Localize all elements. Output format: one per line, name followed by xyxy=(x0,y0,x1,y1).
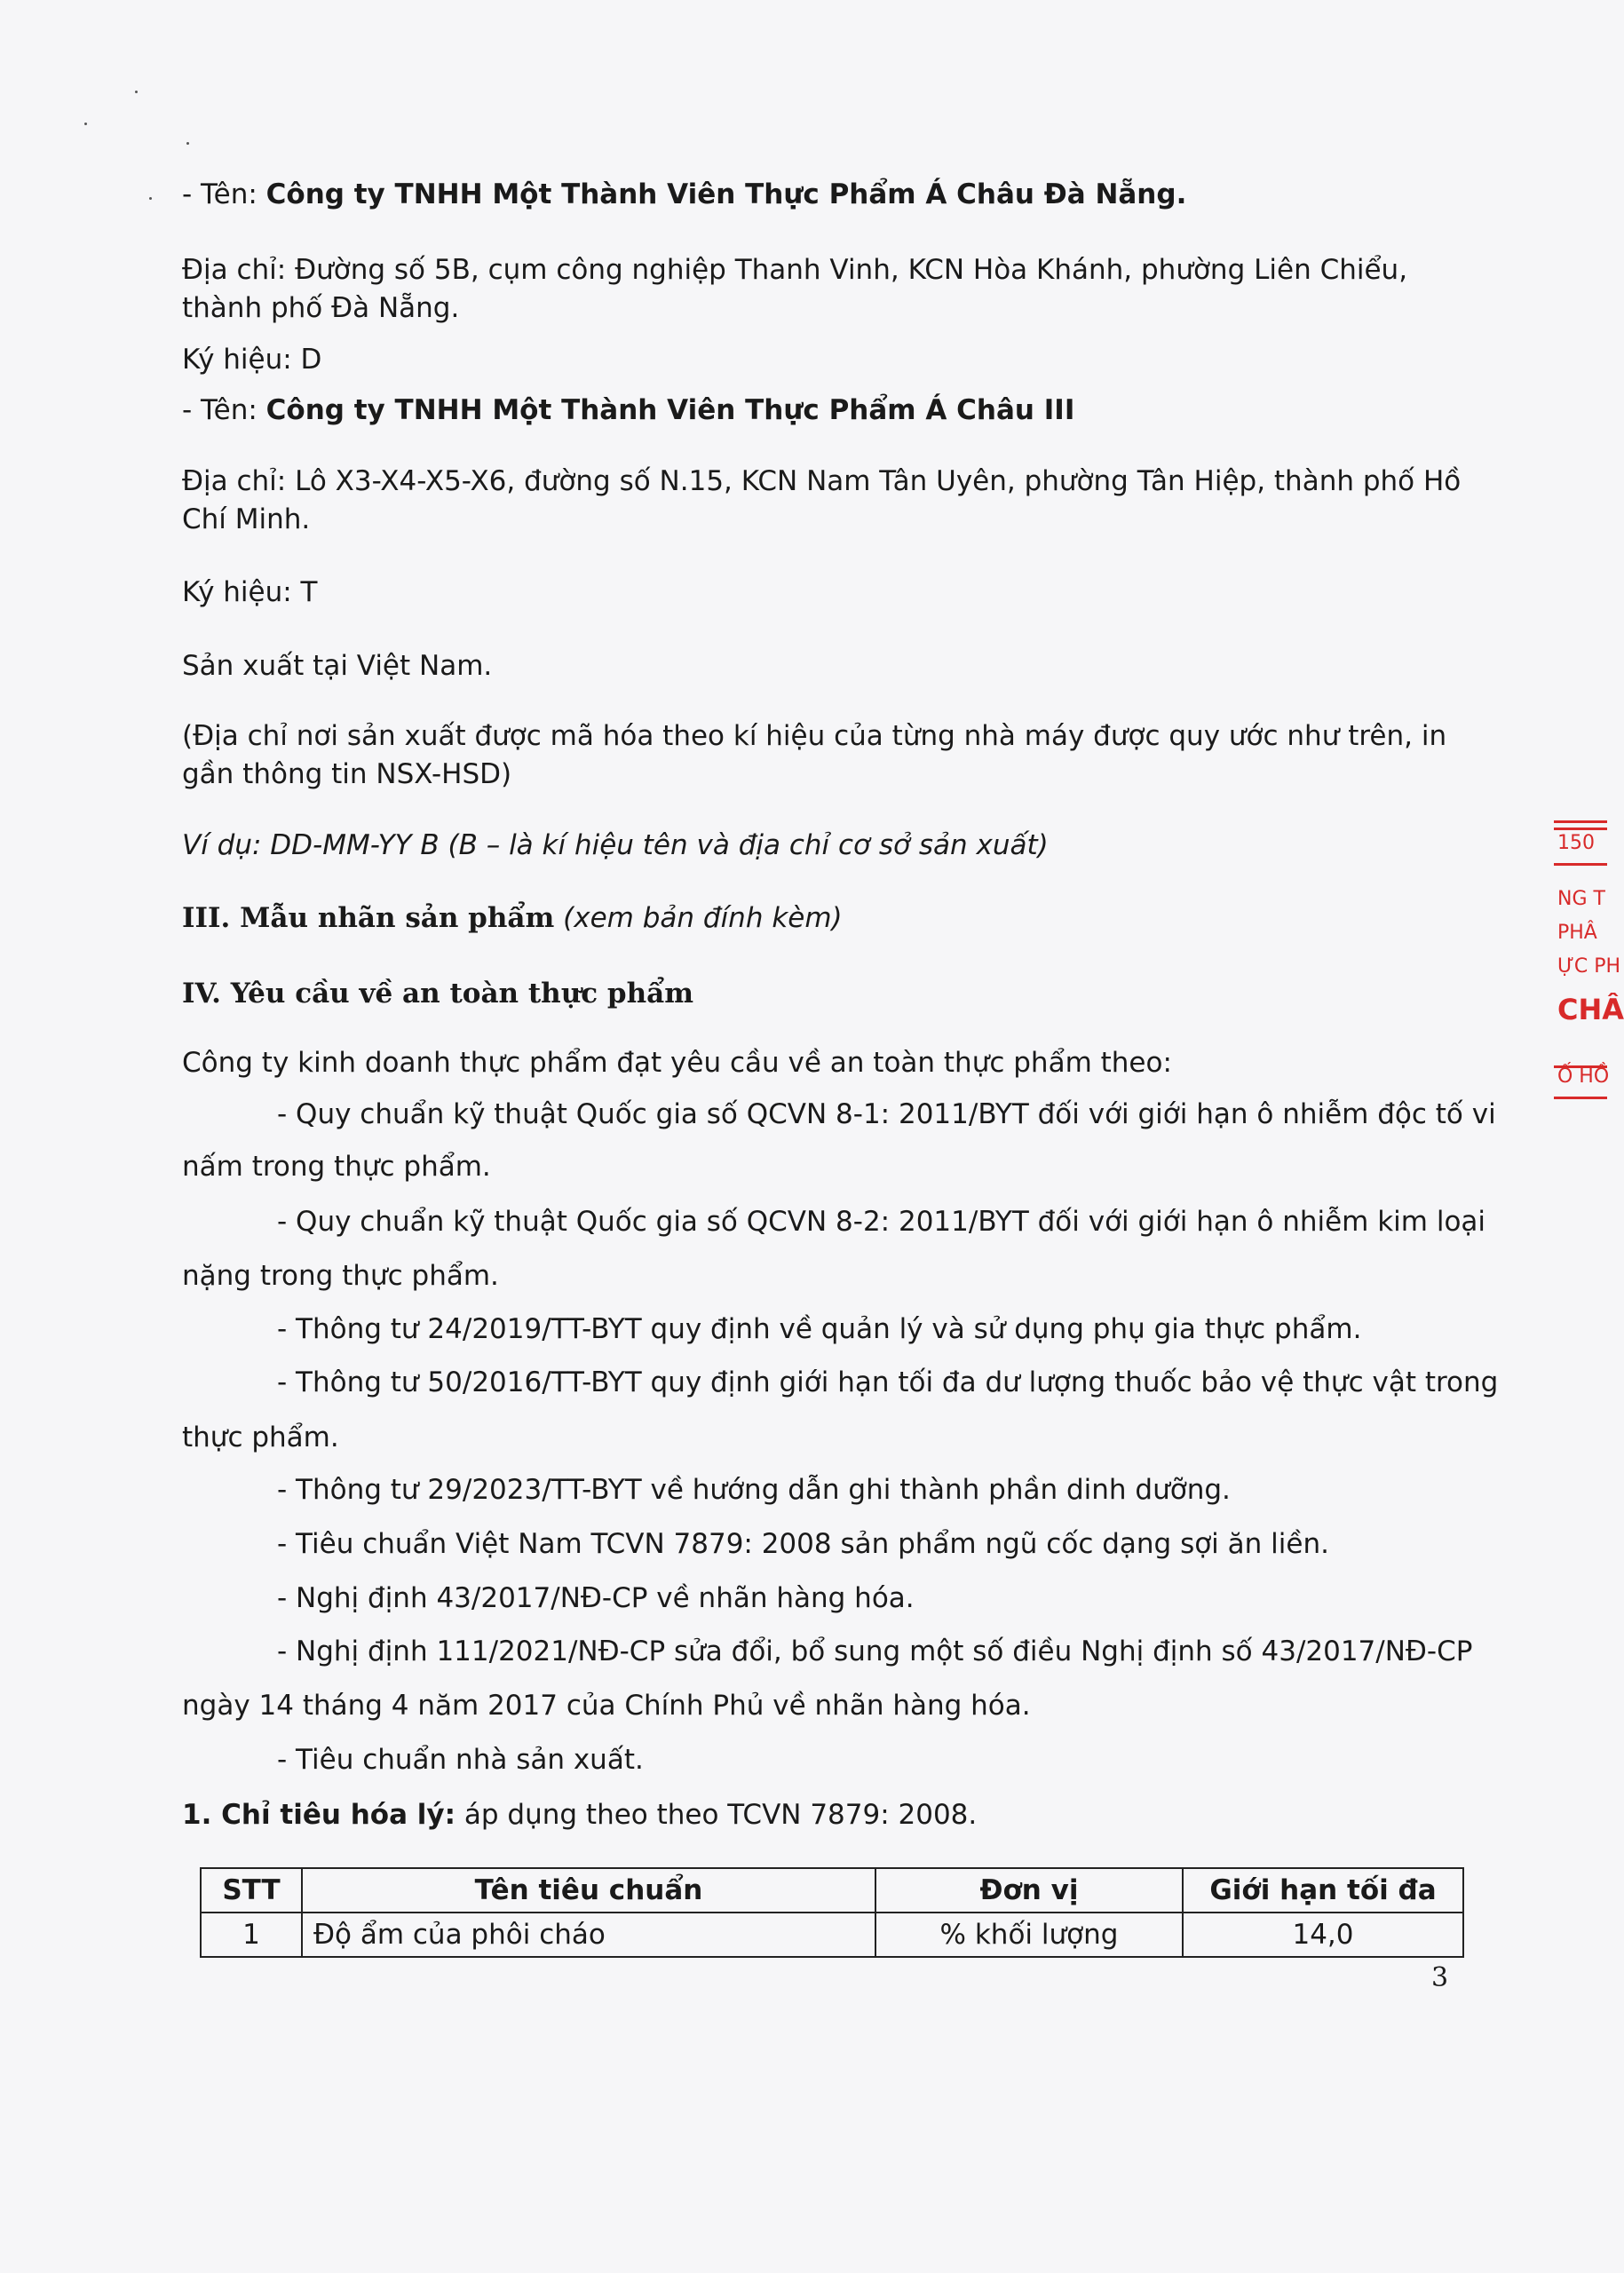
cell-max-limit: 14,0 xyxy=(1183,1913,1463,1957)
regulation-item-cont: thực phẩm. xyxy=(182,1422,339,1453)
section-4-heading: IV. Yêu cầu về an toàn thực phẩm xyxy=(182,978,694,1010)
regulation-item: - Thông tư 24/2019/TT-BYT quy định về quản lý và sử dụng phụ gia thực phẩm. xyxy=(277,1313,1362,1345)
scan-speck xyxy=(149,197,152,200)
section-3-heading: III. Mẫu nhãn sản phẩm (xem bản đính kèm) xyxy=(182,902,843,934)
stamp-text: Ố HỒ xyxy=(1557,1065,1610,1088)
page-number: 3 xyxy=(1431,1962,1449,1993)
cell-stt: 1 xyxy=(201,1913,302,1957)
cell-unit: % khối lượng xyxy=(875,1913,1183,1957)
manufacturer-t-address: Địa chỉ: Lô X3-X4-X5-X6, đường số N.15, KCN Nam Tân Uyên, phường Tân Hiệp, thành phố Hồ xyxy=(182,465,1462,497)
scan-speck xyxy=(84,123,87,125)
regulation-item: - Nghị định 43/2017/NĐ-CP về nhãn hàng hóa. xyxy=(277,1582,915,1614)
section-4-intro: Công ty kinh doanh thực phẩm đạt yêu cầu về an toàn thực phẩm theo: xyxy=(182,1047,1172,1079)
regulation-item: - Thông tư 29/2023/TT-BYT về hướng dẫn ghi thành phần dinh dưỡng. xyxy=(277,1474,1231,1506)
origin-text: Sản xuất tại Việt Nam. xyxy=(182,650,493,682)
col-header-unit: Đơn vị xyxy=(875,1868,1183,1913)
regulation-item-cont: nấm trong thực phẩm. xyxy=(182,1151,491,1183)
regulation-item: - Quy chuẩn kỹ thuật Quốc gia số QCVN 8-1: 2011/BYT đối với giới hạn ô nhiễm độc tố vi xyxy=(277,1098,1496,1130)
regulation-item-cont: ngày 14 tháng 4 năm 2017 của Chính Phủ về nhãn hàng hóa. xyxy=(182,1690,1031,1722)
cell-name: Độ ẩm của phôi cháo xyxy=(302,1913,875,1957)
example-text: Ví dụ: DD-MM-YY B (B – là kí hiệu tên và địa chỉ cơ sở sản xuất) xyxy=(182,829,1049,861)
regulation-item: - Tiêu chuẩn Việt Nam TCVN 7879: 2008 sản phẩm ngũ cốc dạng sợi ăn liền. xyxy=(277,1528,1329,1560)
col-header-name: Tên tiêu chuẩn xyxy=(302,1868,875,1913)
stamp-line xyxy=(1554,828,1607,830)
col-header-max-limit: Giới hạn tối đa xyxy=(1183,1868,1463,1913)
table-header-row xyxy=(201,1868,1463,1913)
table-row xyxy=(201,1913,1463,1957)
manufacturer-t-address-cont: Chí Minh. xyxy=(182,503,311,535)
regulation-item: - Tiêu chuẩn nhà sản xuất. xyxy=(277,1744,644,1776)
stamp-text: 150 xyxy=(1557,832,1595,854)
col-header-stt: STT xyxy=(201,1868,302,1913)
stamp-text: ỰC PH xyxy=(1557,955,1621,978)
stamp-text: PHÂ xyxy=(1557,922,1597,944)
manufacturer-d-name: - Tên: Công ty TNHH Một Thành Viên Thực Phẩm Á Châu Đà Nẵng. xyxy=(182,178,1187,210)
subsection-1-heading: 1. Chỉ tiêu hóa lý: áp dụng theo theo TCVN 7879: 2008. xyxy=(182,1799,978,1831)
address-note: (Địa chỉ nơi sản xuất được mã hóa theo kí hiệu của từng nhà máy được quy ước như trên, in xyxy=(182,720,1447,752)
stamp-line xyxy=(1554,863,1607,866)
regulation-item: - Thông tư 50/2016/TT-BYT quy định giới hạn tối đa dư lượng thuốc bảo vệ thực vật trong xyxy=(277,1366,1499,1398)
regulation-item: - Quy chuẩn kỹ thuật Quốc gia số QCVN 8-2: 2011/BYT đối với giới hạn ô nhiễm kim loại xyxy=(277,1206,1486,1238)
physicochemical-table xyxy=(200,1867,1464,1958)
manufacturer-t-code: Ký hiệu: T xyxy=(182,576,318,608)
scan-speck xyxy=(186,142,189,145)
manufacturer-t-name: - Tên: Công ty TNHH Một Thành Viên Thực Phẩm Á Châu III xyxy=(182,394,1075,426)
scan-speck xyxy=(135,91,138,93)
regulation-item-cont: nặng trong thực phẩm. xyxy=(182,1260,499,1292)
manufacturer-d-code: Ký hiệu: D xyxy=(182,344,322,376)
manufacturer-d-address-cont: thành phố Đà Nẵng. xyxy=(182,292,460,324)
address-note-cont: gần thông tin NSX-HSD) xyxy=(182,758,512,790)
stamp-text: NG T xyxy=(1557,888,1605,910)
red-stamp-fragment xyxy=(1545,808,1624,1101)
manufacturer-d-address: Địa chỉ: Đường số 5B, cụm công nghiệp Thanh Vinh, KCN Hòa Khánh, phường Liên Chiểu, xyxy=(182,254,1408,286)
stamp-line xyxy=(1554,1097,1607,1099)
stamp-line xyxy=(1554,820,1607,823)
stamp-text: CHÂ xyxy=(1557,993,1624,1026)
regulation-item: - Nghị định 111/2021/NĐ-CP sửa đổi, bổ sung một số điều Nghị định số 43/2017/NĐ-CP xyxy=(277,1635,1473,1667)
